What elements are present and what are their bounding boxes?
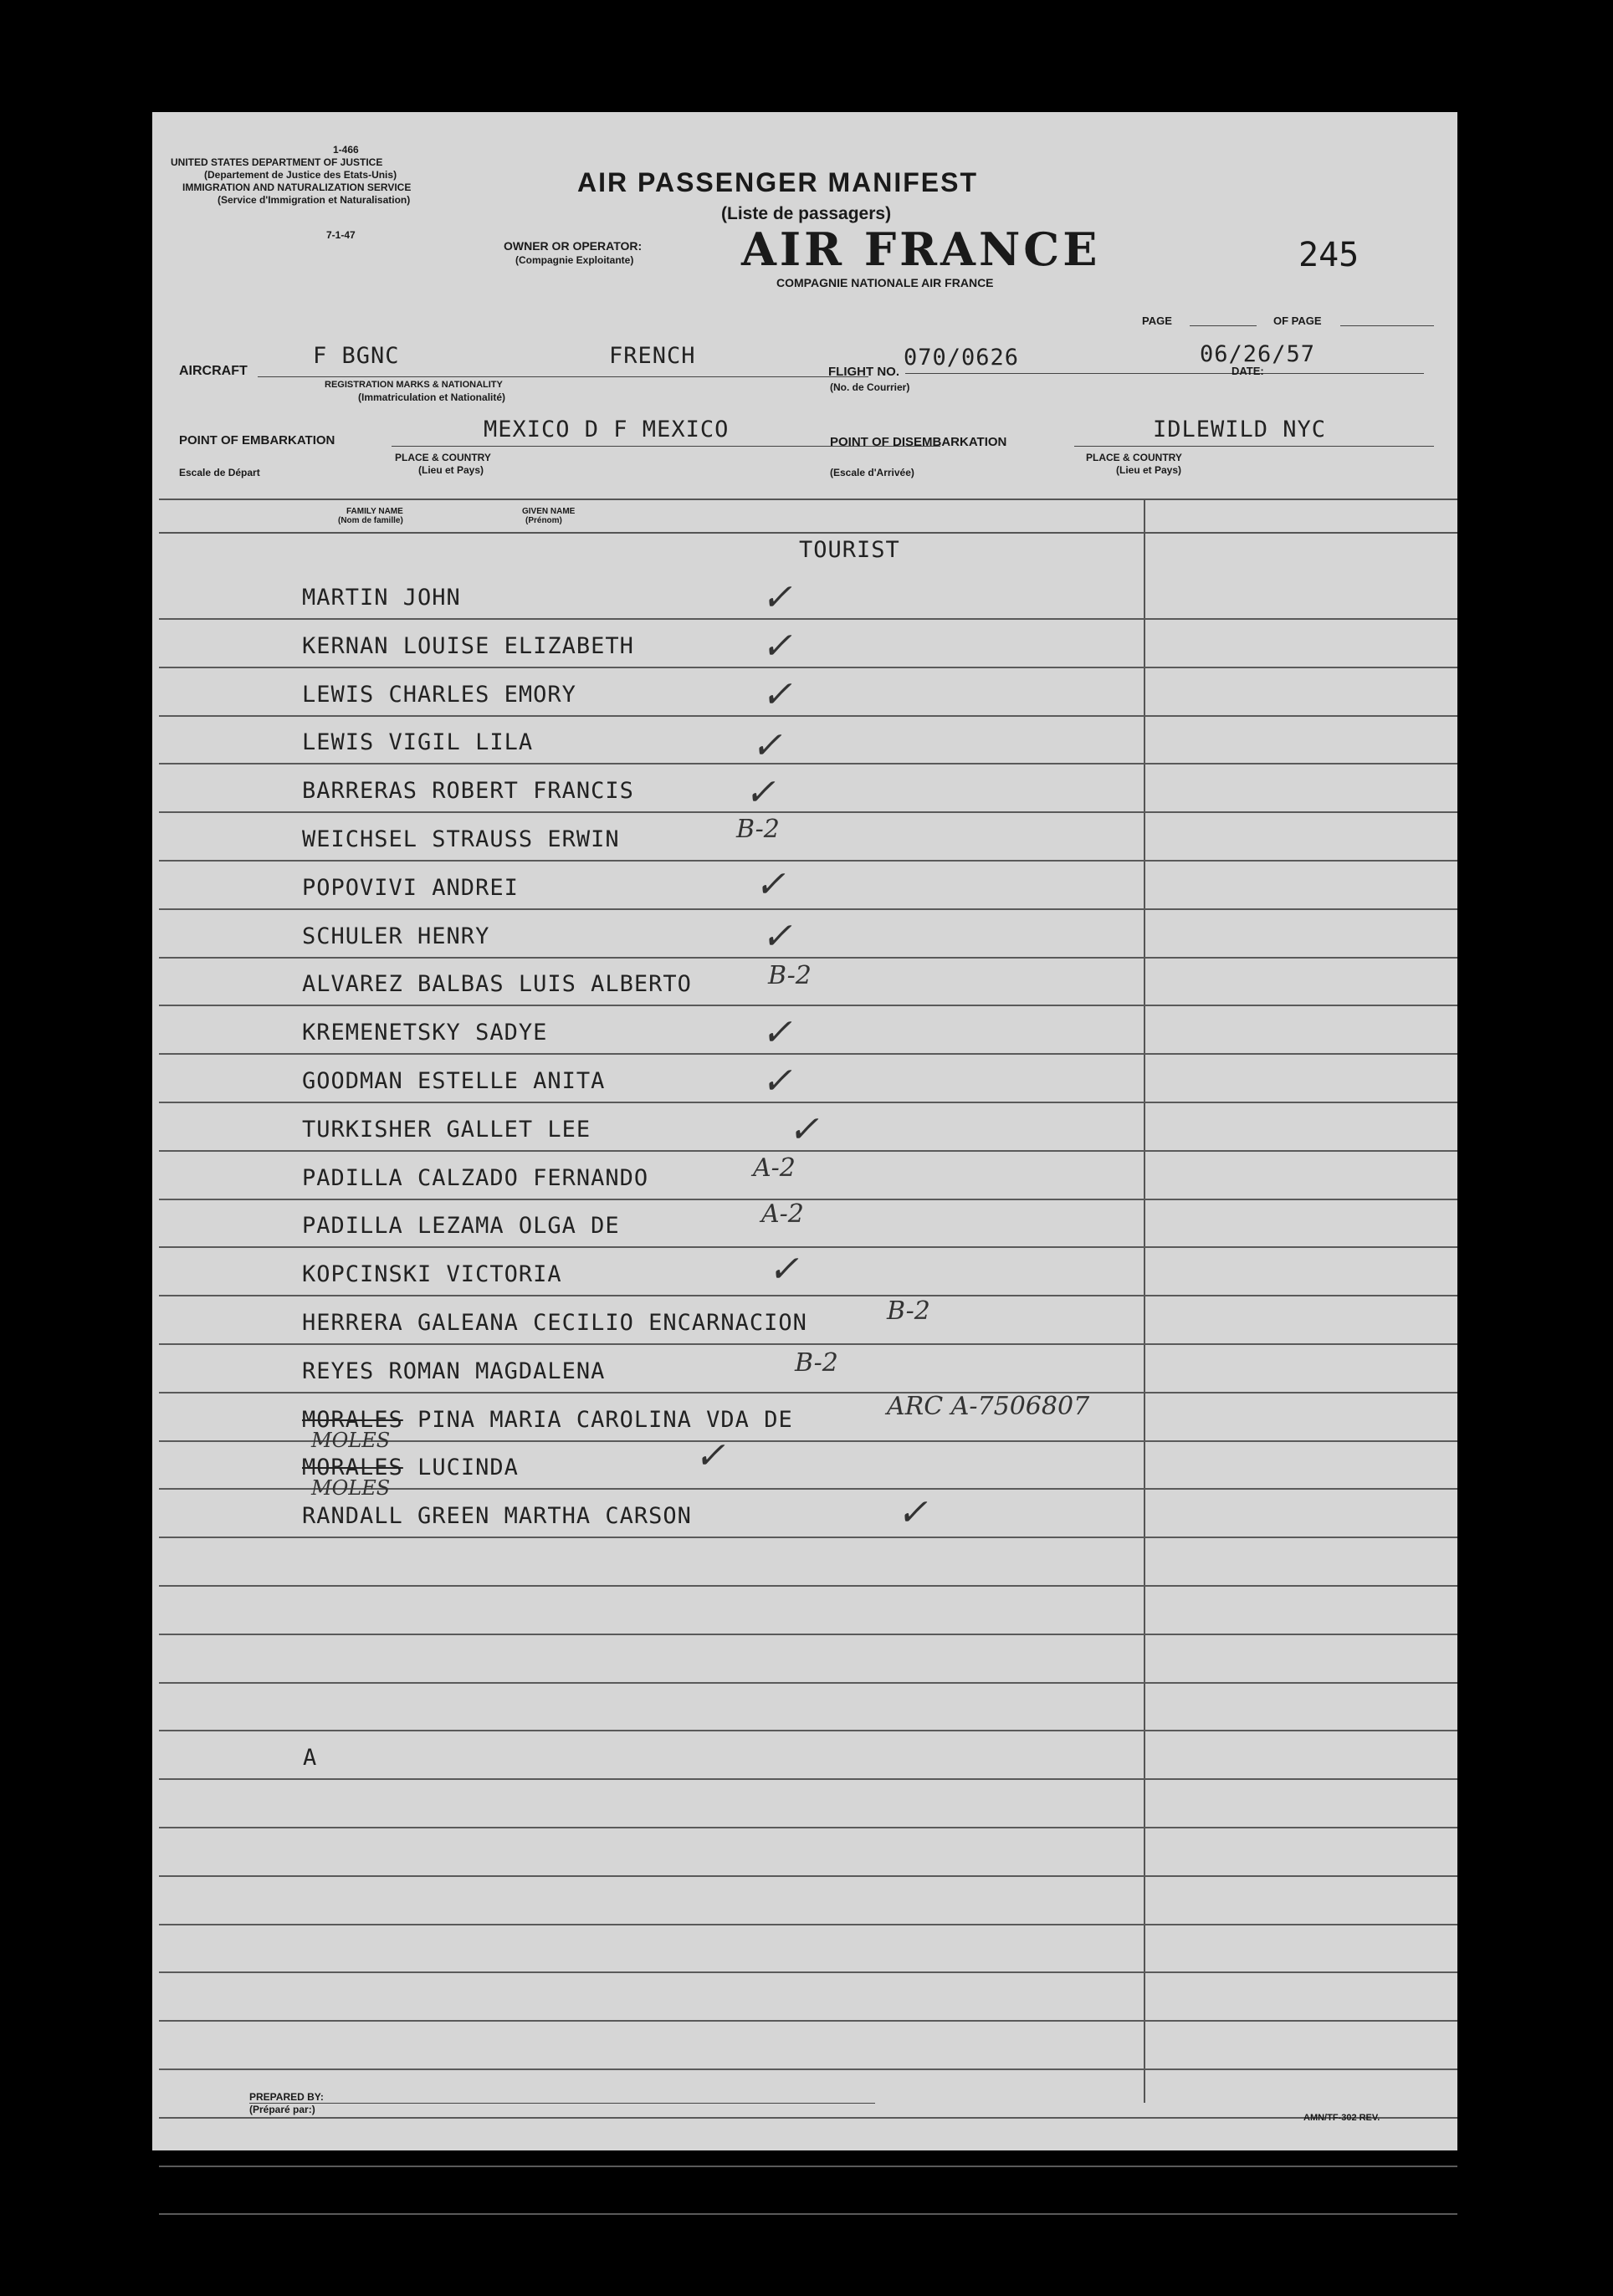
registration-label-fr: (Immatriculation et Nationalité) [358, 391, 506, 403]
handwritten-mark: ✓ [755, 862, 786, 906]
given-name-header-fr: (Prénom) [525, 516, 562, 525]
handwritten-mark: ARC A-7506807 [887, 1391, 1090, 1421]
passenger-name: GOODMAN ESTELLE ANITA [302, 1068, 606, 1094]
passenger-name: HERRERA GALEANA CECILIO ENCARNACION [302, 1310, 807, 1336]
owner-label: OWNER OR OPERATOR: [504, 239, 643, 253]
handwritten-mark: ✓ [751, 724, 782, 768]
manifest-title: AIR PASSENGER MANIFEST [577, 167, 978, 197]
table-row [159, 1875, 1457, 1925]
footer-letter: A [303, 1745, 318, 1771]
embark-place-country: PLACE & COUNTRY [395, 452, 491, 463]
form-code: AMN/TF-302 REV. [1303, 2113, 1380, 2123]
table-row [159, 1730, 1457, 1780]
disembark-place-country: PLACE & COUNTRY [1086, 452, 1182, 463]
handwritten-mark: ✓ [761, 672, 792, 716]
table-row [159, 1434, 1457, 1501]
table-row [159, 1681, 1457, 1731]
airline-name: AIR FRANCE [741, 222, 1101, 276]
handwritten-mark: ✓ [761, 624, 792, 667]
table-row [159, 763, 1457, 813]
handwritten-mark: ✓ [694, 1434, 725, 1478]
passenger-name: WEICHSEL STRAUSS ERWIN [302, 826, 620, 852]
embarkation-label-fr: Escale de Départ [179, 467, 260, 478]
table-row [159, 1295, 1457, 1345]
table-row [159, 1343, 1457, 1393]
passenger-name: ALVAREZ BALBAS LUIS ALBERTO [302, 971, 692, 998]
aircraft-label: AIRCRAFT [179, 364, 248, 378]
flight-number: 070/0626 [904, 345, 1020, 371]
handwritten-mark: ✓ [745, 771, 776, 815]
handwritten-mark: ✓ [761, 1011, 792, 1055]
handwritten-mark: B-2 [768, 961, 812, 991]
table-row [159, 2117, 1457, 2167]
manifest-title-fr: (Liste de passagers) [721, 204, 892, 223]
family-name-header: FAMILY NAME [346, 507, 403, 516]
sheet-number: 245 [1298, 236, 1360, 274]
passenger-name: BARRERAS ROBERT FRANCIS [302, 778, 634, 805]
passenger-name [302, 1407, 793, 1433]
department-line-3: IMMIGRATION AND NATURALIZATION SERVICE [182, 182, 412, 193]
prepared-by-label-fr: (Préparé par:) [249, 2104, 315, 2115]
table-row [159, 1246, 1457, 1296]
department-line-2: (Departement de Justice des Etats-Unis) [204, 169, 397, 181]
passenger-name: KREMENETSKY SADYE [302, 1020, 548, 1046]
table-row [159, 1198, 1457, 1248]
table-row [159, 1053, 1457, 1103]
table-row [159, 1971, 1457, 2022]
embarkation-label: POINT OF EMBARKATION [179, 433, 335, 447]
table-row [159, 2165, 1457, 2215]
family-name-header-fr: (Nom de famille) [338, 516, 403, 525]
table-row [159, 1391, 1457, 1452]
passenger-name: LEWIS VIGIL LILA [302, 729, 534, 756]
disembarkation-label-fr: (Escale d'Arrivée) [830, 467, 914, 478]
owner-label-fr: (Compagnie Exploitante) [515, 254, 634, 266]
table-row [159, 2068, 1457, 2119]
form-date: 7-1-47 [326, 229, 356, 241]
handwritten-mark: B-2 [887, 1296, 930, 1326]
form-number: 1-466 [333, 144, 359, 156]
table-row [159, 1778, 1457, 1828]
department-line-4: (Service d'Immigration et Naturalisation) [218, 194, 411, 206]
table-row [159, 2020, 1457, 2070]
date-label: DATE: [1232, 365, 1264, 377]
passenger-name: SCHULER HENRY [302, 923, 490, 949]
table-row [159, 811, 1457, 862]
passenger-name-rest: PINA MARIA CAROLINA VDA DE [417, 1406, 793, 1433]
flight-label-fr: (No. de Courrier) [830, 381, 910, 393]
flight-date: 06/26/57 [1200, 341, 1316, 367]
handwritten-mark: B-2 [736, 815, 780, 844]
disembark-place-country-fr: (Lieu et Pays) [1116, 464, 1182, 476]
handwritten-mark: ✓ [768, 1248, 799, 1291]
passenger-name: PADILLA CALZADO FERNANDO [302, 1164, 649, 1191]
passenger-name: RANDALL GREEN MARTHA CARSON [302, 1503, 692, 1530]
page-label: PAGE [1142, 314, 1172, 327]
embarkation-point: MEXICO D F MEXICO [484, 417, 730, 442]
disembarkation-label: POINT OF DISEMBARKATION [830, 435, 1007, 449]
table-row [159, 1150, 1457, 1200]
table-row [159, 1488, 1457, 1538]
table-row [159, 1537, 1457, 1587]
table-row [159, 1923, 1457, 1973]
airline-subtitle: COMPAGNIE NATIONALE AIR FRANCE [776, 276, 994, 289]
handwritten-correction: MOLES [311, 1428, 391, 1452]
embark-place-country-fr: (Lieu et Pays) [418, 464, 484, 476]
table-row [159, 1005, 1457, 1055]
table-row [159, 1634, 1457, 1684]
table-row [159, 956, 1457, 1006]
of-page-label: OF PAGE [1273, 314, 1322, 327]
passenger-name: POPOVIVI ANDREI [302, 874, 519, 901]
passenger-name [302, 1455, 519, 1480]
table-row [159, 1827, 1457, 1877]
handwritten-correction: MOLES [311, 1476, 391, 1501]
disembarkation-point: IDLEWILD NYC [1153, 417, 1327, 442]
handwritten-mark: B-2 [795, 1347, 838, 1378]
passenger-name: REYES ROMAN MAGDALENA [302, 1358, 606, 1384]
table-row [159, 908, 1457, 959]
handwritten-mark: ✓ [761, 1060, 792, 1102]
handwritten-mark: ✓ [761, 576, 792, 619]
table-row [159, 570, 1457, 620]
table-row [159, 1102, 1457, 1152]
passenger-name: LEWIS CHARLES EMORY [302, 681, 576, 708]
passenger-name-rest: LUCINDA [417, 1455, 519, 1481]
table-row [159, 714, 1457, 768]
flight-label: FLIGHT NO. [828, 365, 899, 379]
table-row [159, 1585, 1457, 1635]
table-row [159, 618, 1457, 668]
struck-surname: MORALES [302, 1455, 403, 1481]
passenger-name: MARTIN JOHN [302, 585, 461, 611]
aircraft-registration: F BGNC [313, 343, 400, 369]
registration-label: REGISTRATION MARKS & NATIONALITY [325, 380, 503, 390]
struck-surname: MORALES [302, 1406, 403, 1433]
department-line-1: UNITED STATES DEPARTMENT OF JUSTICE [171, 156, 383, 168]
handwritten-mark: ✓ [897, 1491, 928, 1535]
passenger-name: KOPCINSKI VICTORIA [302, 1261, 562, 1288]
handwritten-mark: A-2 [753, 1153, 796, 1183]
manifest-sheet [152, 112, 1457, 2150]
class-label: TOURIST [799, 537, 900, 563]
table-row [159, 667, 1457, 717]
prepared-by-label: PREPARED BY: [249, 2091, 324, 2103]
handwritten-mark: ✓ [761, 914, 792, 958]
handwritten-mark: A-2 [761, 1199, 804, 1230]
table-row [159, 860, 1457, 910]
passenger-name: KERNAN LOUISE ELIZABETH [302, 632, 634, 659]
given-name-header: GIVEN NAME [522, 507, 576, 516]
aircraft-nationality: FRENCH [609, 343, 696, 369]
passenger-name: PADILLA LEZAMA OLGA DE [302, 1213, 620, 1240]
passenger-name: TURKISHER GALLET LEE [302, 1116, 591, 1143]
handwritten-mark: ✓ [788, 1107, 819, 1151]
